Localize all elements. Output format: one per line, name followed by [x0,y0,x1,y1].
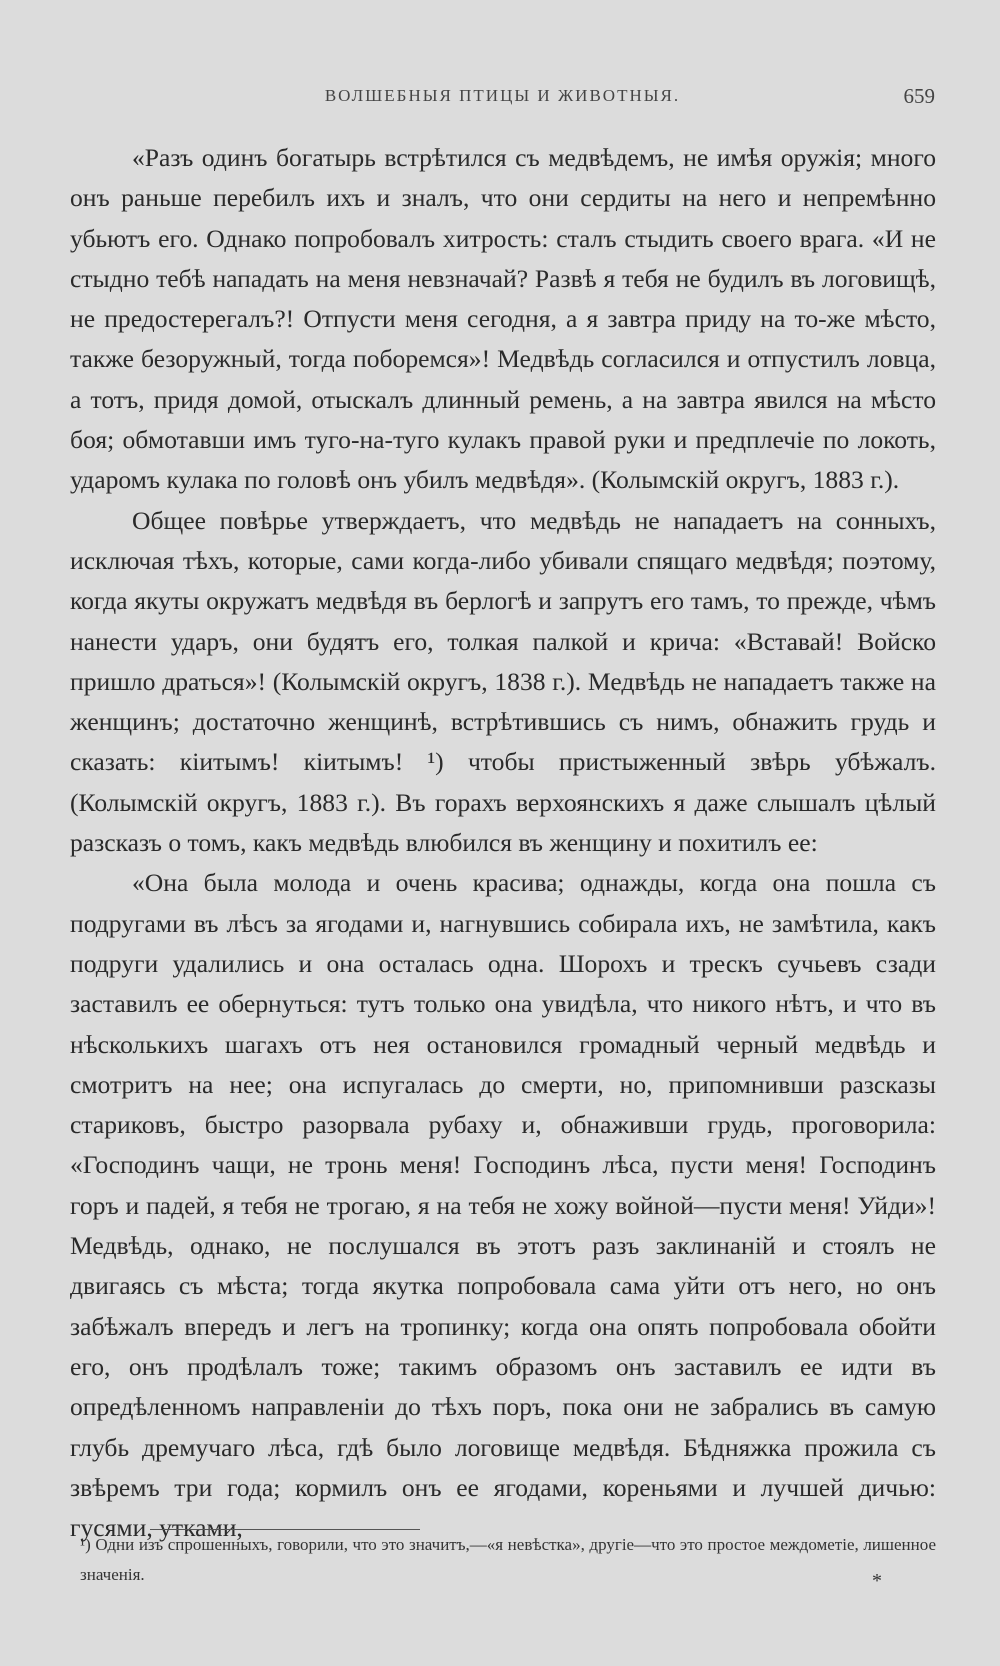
signature-mark: * [872,1570,882,1592]
paragraph-1: «Разъ одинъ богатырь встрѣтился съ медвѣдемъ, не имѣя оружія; много онъ раньше перебилъ ихъ и зналъ, что они сердиты на него и непремѣнно убьютъ его. Однако попробовалъ хитрость: сталъ стыдить своего врага. «И не стыдно тебѣ нападать на меня невзначай? Развѣ я тебя не будилъ въ логовищѣ, не предостерегалъ?! Отпусти меня сегодня, а я завтра приду на то-же мѣсто, также безоружный, тогда поборемся»! Медвѣдь согласился и отпустилъ ловца, а тотъ, придя домой, отыскалъ длинный ремень, а на завтра явился на мѣсто боя; обмотавши имъ туго-на-туго кулакъ правой руки и предплечіе по локоть, ударомъ кулака по головѣ онъ убилъ медвѣдя». (Колымскій округъ, 1883 г.). [70,143,936,495]
body-text [70,138,936,1548]
footnote: ¹) Одни изъ спрошенныхъ, говорили, что это значитъ,—«я невѣстка», другіе—что это простое междометіе, лишенное значенія. [80,1535,936,1584]
running-title: ВОЛШЕБНЫЯ ПТИЦЫ И ЖИВОТНЫЯ. [324,86,681,105]
paragraph-2: Общее повѣрье утверждаетъ, что медвѣдь не нападаетъ на сонныхъ, исключая тѣхъ, которые, сами когда-либо убивали спящаго медвѣдя; поэтому, когда якуты окружатъ медвѣдя въ берлогѣ и запрутъ его тамъ, то прежде, чѣмъ нанести ударъ, они будятъ его, толкая палкой и крича: «Вставай! Войско пришло драться»! (Колымскій округъ, 1838 г.). Медвѣдь не нападаетъ также на женщинъ; достаточно женщинѣ, встрѣтившись съ нимъ, обнажить грудь и сказать: кіитымъ! кіитымъ! ¹) чтобы пристыженный звѣрь убѣжалъ. (Колымскій округъ, 1883 г.). Въ горахъ верхоянскихъ я даже слышалъ цѣлый разсказъ о томъ, какъ медвѣдь влюбился въ женщину и похитилъ ее: [70,505,936,858]
page-number: 659 [903,84,935,108]
page-header [70,86,935,114]
paragraph-3: «Она была молода и очень красива; однажды, когда она пошла съ подругами въ лѣсъ за ягодами и, нагнувшись собирала ихъ, не замѣтила, какъ подруги удалились и она осталась одна. Шорохъ и трескъ сучьевъ сзади заставилъ ее обернуться: тутъ только она увидѣла, что никого нѣтъ, и что въ нѣсколькихъ шагахъ отъ нея остановился громадный черный медвѣдь и смотритъ на нее; она испугалась до смерти, но, припомнивши разсказы стариковъ, быстро разорвала рубаху и, обнаживши грудь, проговорила: «Господинъ чащи, не тронь меня! Господинъ лѣса, пусти меня! Господинъ горъ и падей, я тебя не трогаю, я на тебя не хожу войной—пусти меня! Уйди»! Медвѣдь, однако, не послушался въ этотъ разъ заклинаній и стоялъ не двигаясь съ мѣста; тогда якутка попробовала сама уйти отъ него, но онъ забѣжалъ впередъ и легъ на тропинку; когда она опять попробовала обойти его, онъ продѣлалъ тоже; такимъ образомъ онъ заставилъ ее идти въ опредѣленномъ направленіи до тѣхъ поръ, пока они не забрались въ самую глубь дремучаго лѣса, гдѣ было логовище медвѣдя. Бѣдняжка прожила съ звѣремъ три года; кормилъ онъ ее ягодами, кореньями и лучшей дичью: гусями, утками, [70,868,936,1543]
